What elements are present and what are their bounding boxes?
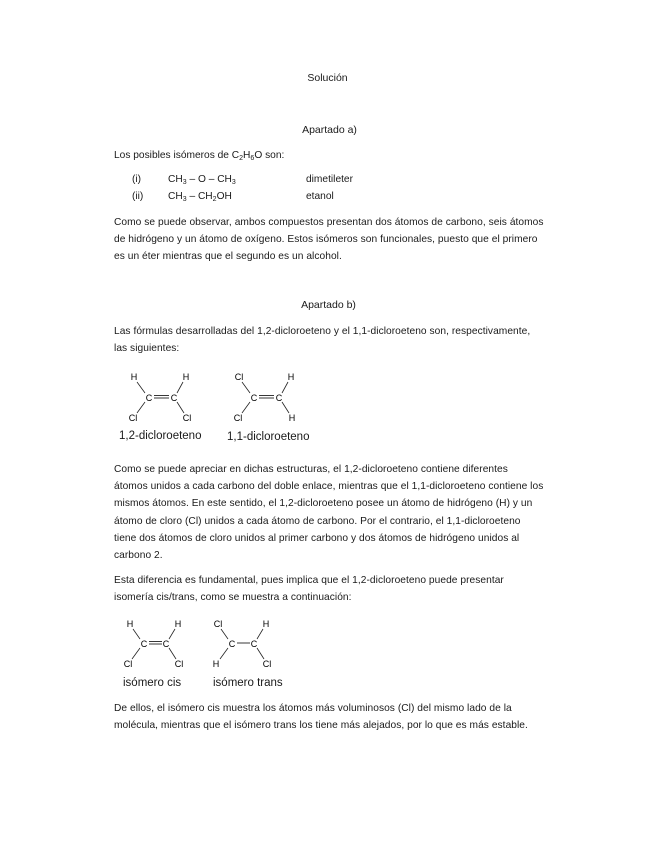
svg-text:H: H (130, 372, 138, 382)
isomer-formula: $CH_3 - CH_2OH$ (168, 191, 232, 203)
molecule-1-1-dichloroethene (234, 372, 296, 423)
dichloroethene-structures (112, 366, 342, 434)
molecule-1-2-dichloroethene (129, 372, 192, 423)
section-b-paragraph-3: De ellos, el isómero cis muestra los átomos más voluminosos (Cl) del mismo lado de la molécula, mientras que el isómero trans los tiene más alejados, por lo que es más estable. (114, 703, 528, 732)
isomer-number: (ii) (132, 191, 144, 202)
isomer-number: (i) (132, 174, 142, 185)
svg-text:C: C (228, 639, 236, 649)
svg-text:Cl: Cl (262, 659, 272, 669)
section-b-paragraph-2: Esta diferencia es fundamental, pues implica que el 1,2-dicloroeteno puede presentar isomería cis/trans, como se muestra a continuación: (114, 575, 504, 604)
molecule-label: isómero cis (123, 677, 182, 689)
svg-text:H: H (288, 413, 296, 423)
cis-trans-structures (112, 614, 312, 678)
molecule-label: 1,1-dicloroeteno (227, 431, 310, 443)
section-a-intro: Los posibles isómeros de $C_2H_6O$ son: (114, 150, 285, 162)
section-a-paragraph: Como se puede observar, ambos compuestos presentan dos átomos de carbono, seis átomos de hidrógeno y un átomo de oxígeno. Estos isómeros son funcionales, puesto que el primero es un éter mientras que el segundo es un alcohol. (114, 217, 544, 263)
svg-text:Cl: Cl (182, 413, 192, 423)
svg-text:Cl: Cl (128, 413, 138, 423)
isomer-name: etanol (306, 191, 334, 202)
svg-text:C: C (250, 639, 258, 649)
section-b-heading: Apartado b) (301, 299, 356, 311)
molecule-label: isómero trans (213, 677, 283, 689)
svg-text:H: H (212, 659, 220, 669)
section-a-heading: Apartado a) (302, 124, 357, 136)
isomer-name: dimetileter (306, 174, 353, 185)
svg-text:Cl: Cl (123, 659, 133, 669)
section-b-intro: Las fórmulas desarrolladas del 1,2-dicloroeteno y el 1,1-dicloroeteno son, respectivamente, las siguientes: (114, 326, 531, 355)
svg-text:Cl: Cl (213, 619, 223, 629)
molecule-trans-isomer (213, 619, 272, 669)
molecule-cis-isomer (124, 619, 184, 669)
svg-text:Cl: Cl (234, 372, 244, 382)
molecule-label: 1,2-dicloroeteno (119, 430, 202, 442)
svg-text:H: H (126, 619, 134, 629)
svg-text:C: C (145, 393, 153, 403)
svg-text:H: H (262, 619, 270, 629)
svg-text:C: C (275, 393, 283, 403)
svg-text:C: C (170, 393, 178, 403)
svg-text:H: H (287, 372, 295, 382)
isomer-formula: $CH_3$ – O – $CH_3$ (168, 174, 236, 186)
section-b-paragraph-1: Como se puede apreciar en dichas estructuras, el 1,2-dicloroeteno contiene diferentes átomos unidos a cada carbono del doble enlace, mientras que el 1,1-dicloroeteno contiene los mismos átomos. En este sentido, el 1,2-dicloroeteno posee un átomo de hidrógeno (H) y un átomo de cloro (Cl) unidos a cada átomo de carbono. Por el contrario, el 1,1-dicloroeteno tiene dos átomos de cloro unidos al primer carbono y dos átomos de hidrógeno unidos al carbono 2. (114, 464, 544, 562)
svg-text:Cl: Cl (233, 413, 243, 423)
svg-text:Cl: Cl (174, 659, 184, 669)
svg-text:H: H (182, 372, 190, 382)
page-title: Solución (307, 72, 348, 84)
svg-text:C: C (140, 639, 148, 649)
svg-text:H: H (174, 619, 182, 629)
svg-text:C: C (162, 639, 170, 649)
svg-text:C: C (250, 393, 258, 403)
